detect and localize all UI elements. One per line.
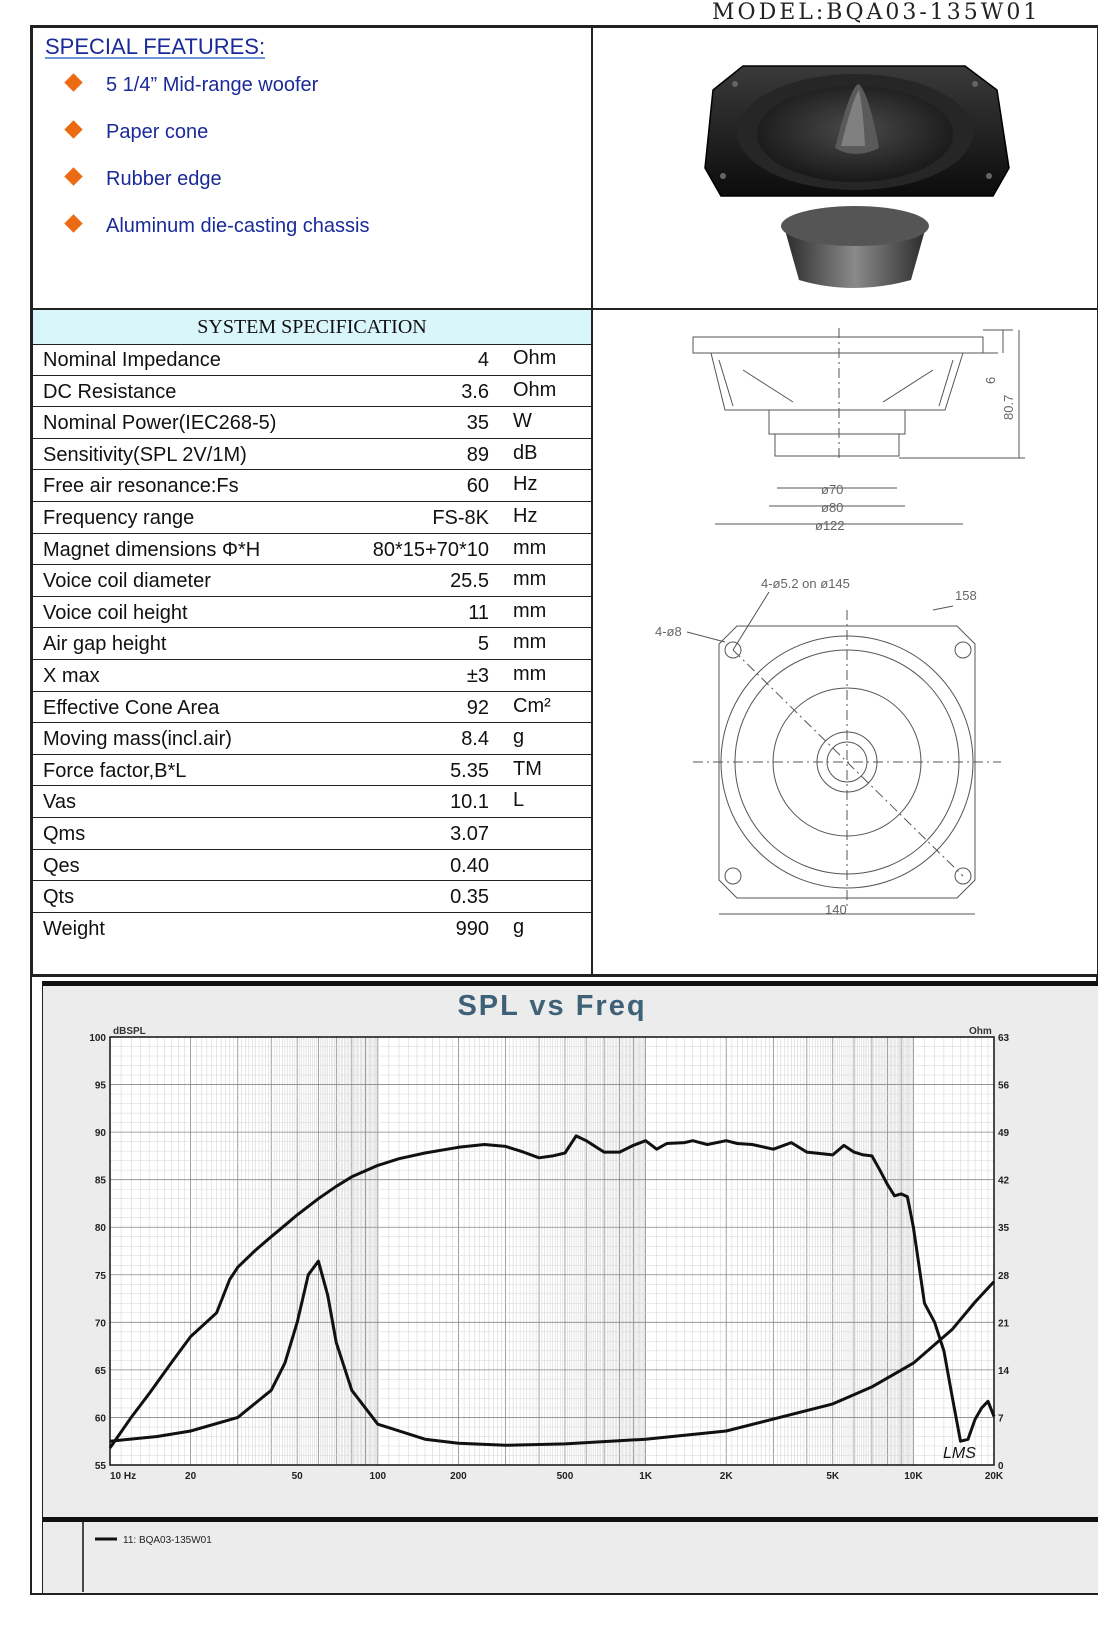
y-tick-label: 100	[89, 1033, 106, 1044]
y-tick-label: 60	[94, 1413, 106, 1425]
spec-unit: W	[513, 410, 532, 433]
legend-entry: 11: BQA03-135W01	[123, 1535, 212, 1546]
x-tick-label: 10 Hz	[110, 1471, 137, 1482]
x-tick-label: 10K	[904, 1471, 923, 1482]
spec-unit: mm	[513, 536, 547, 559]
y2-tick-label: 63	[998, 1033, 1010, 1044]
dim-label: ø70	[821, 482, 844, 497]
spec-param: Weight	[43, 917, 105, 940]
spl-chart-frame	[30, 975, 1098, 1595]
spec-unit: g	[513, 726, 525, 749]
y2-tick-label: 49	[998, 1128, 1010, 1140]
spl-chart-panel	[42, 981, 1098, 1517]
spec-value: 89	[466, 443, 489, 466]
y2-tick-label: 0	[998, 1461, 1004, 1472]
y-tick-label: 55	[94, 1461, 106, 1472]
spec-value: 8.4	[461, 728, 489, 751]
diamond-bullet-icon	[64, 73, 82, 91]
diamond-bullet-icon	[64, 167, 82, 185]
spec-value: 60	[466, 475, 489, 498]
y2-tick-label: 56	[998, 1080, 1010, 1092]
spec-value: 3.07	[450, 823, 489, 845]
spec-value: 0.35	[450, 886, 489, 909]
diamond-bullet-icon	[64, 120, 82, 138]
x-tick-label: 5K	[826, 1471, 840, 1482]
spec-row	[33, 786, 591, 818]
y2-tick-label: 21	[998, 1318, 1010, 1330]
spec-row	[33, 881, 591, 913]
dimension-drawing-panel	[592, 309, 1098, 975]
y-axis-label: dBSPL	[113, 1026, 146, 1037]
x-tick-label: 1K	[639, 1471, 652, 1482]
x-tick-label: 50	[291, 1471, 303, 1482]
spec-unit: Ohm	[513, 378, 557, 401]
spec-unit: Cm²	[513, 694, 551, 717]
spec-unit: Hz	[513, 473, 538, 496]
spec-row	[33, 913, 591, 945]
spec-value: ±3	[466, 665, 489, 687]
feature-item: Rubber edge	[67, 168, 222, 191]
spec-row	[33, 470, 591, 502]
dim-label: 6	[983, 376, 998, 384]
spec-row	[33, 534, 591, 566]
x-tick-label: 100	[369, 1471, 387, 1482]
y-tick-label: 75	[94, 1270, 106, 1282]
feature-item: Paper cone	[67, 121, 208, 144]
spec-row	[33, 344, 591, 376]
spec-row	[33, 723, 591, 755]
dim-label: 4-ø8	[655, 624, 682, 639]
spec-param: Vas	[43, 791, 76, 814]
spec-unit: mm	[513, 568, 547, 591]
spec-row	[33, 660, 591, 692]
dim-label: 4-ø5.2 on ø145	[761, 576, 850, 591]
spec-unit: mm	[513, 599, 547, 622]
spec-row	[33, 755, 591, 787]
spec-value: FS-8K	[432, 507, 489, 529]
y-tick-label: 70	[94, 1318, 106, 1330]
spec-param: Free air resonance:Fs	[43, 475, 239, 498]
spec-row	[33, 692, 591, 724]
spec-param: Moving mass(incl.air)	[43, 728, 232, 751]
spl-chart	[43, 986, 1097, 1517]
spec-unit: dB	[513, 441, 538, 464]
spec-param: Magnet dimensions Φ*H	[43, 538, 261, 561]
x-tick-label: 500	[556, 1471, 574, 1482]
spec-row	[33, 502, 591, 534]
speaker-photo	[593, 28, 1099, 310]
spec-value: 92	[466, 696, 489, 719]
feature-item: Aluminum die-casting chassis	[67, 215, 369, 238]
datasheet-frame	[30, 25, 1098, 975]
spec-unit: g	[513, 915, 525, 938]
y-tick-label: 80	[94, 1223, 106, 1235]
y2-tick-label: 42	[998, 1175, 1010, 1187]
spec-param: X max	[43, 665, 100, 687]
spec-row	[33, 439, 591, 471]
spec-row	[33, 850, 591, 882]
spec-unit: mm	[513, 663, 547, 685]
spec-value: 35	[466, 412, 489, 435]
spec-value: 990	[455, 917, 489, 940]
lms-logo: LMS	[943, 1445, 976, 1462]
x-tick-label: 20K	[984, 1471, 1004, 1482]
spec-row	[33, 407, 591, 439]
y2-axis-label: Ohm	[969, 1026, 992, 1037]
features-title: SPECIAL FEATURES:	[45, 34, 266, 59]
dimension-drawing	[593, 310, 1099, 976]
spec-row	[33, 628, 591, 660]
spec-param: Voice coil diameter	[43, 570, 211, 593]
spec-param: Effective Cone Area	[43, 696, 220, 719]
spec-value: 11	[468, 601, 489, 624]
y-tick-label: 90	[94, 1128, 106, 1140]
spec-row	[33, 597, 591, 629]
product-photo-panel	[592, 27, 1098, 309]
spec-value: 80*15+70*10	[372, 538, 489, 561]
spec-value: 25.5	[450, 570, 489, 593]
y2-tick-label: 7	[998, 1413, 1004, 1425]
dim-label: ø122	[815, 518, 845, 533]
spec-row	[33, 565, 591, 597]
x-tick-label: 200	[450, 1471, 467, 1482]
spec-param: DC Resistance	[43, 380, 177, 403]
chart-title: SPL vs Freq	[457, 990, 647, 1022]
spec-row	[33, 818, 591, 850]
spec-row	[33, 376, 591, 408]
spec-param: Nominal Power(IEC268-5)	[43, 412, 277, 435]
spec-param: Frequency range	[43, 507, 195, 529]
diamond-bullet-icon	[64, 214, 82, 232]
spec-unit: TM	[513, 757, 542, 780]
y-tick-label: 95	[94, 1080, 106, 1092]
spec-value: 0.40	[450, 854, 489, 877]
feature-item: 5 1/4” Mid-range woofer	[67, 74, 318, 97]
spec-table	[32, 309, 592, 975]
model-number: MODEL:BQA03-135W01	[712, 0, 1041, 25]
y-tick-label: 65	[94, 1365, 106, 1377]
spec-param: Qes	[43, 854, 80, 877]
y2-tick-label: 14	[998, 1365, 1010, 1377]
spec-value: 10.1	[450, 791, 489, 814]
spec-param: Voice coil height	[43, 601, 188, 624]
spec-unit: Hz	[513, 505, 538, 527]
dim-label: 158	[955, 588, 977, 603]
spec-table-title: SYSTEM SPECIFICATION	[33, 310, 591, 345]
spec-unit: Ohm	[513, 347, 557, 369]
y-tick-label: 85	[94, 1175, 106, 1187]
spec-unit: mm	[513, 631, 547, 654]
dim-label: 140	[825, 902, 847, 917]
dim-label: 80.7	[1001, 394, 1016, 420]
spec-param: Sensitivity(SPL 2V/1M)	[43, 443, 247, 466]
spec-value: 5	[477, 633, 489, 656]
spec-param: Nominal Impedance	[43, 349, 221, 371]
features-panel	[32, 27, 592, 309]
spec-param: Force factor,B*L	[43, 759, 187, 782]
y2-tick-label: 35	[998, 1223, 1010, 1235]
spec-param: Qts	[43, 886, 75, 909]
spec-param: Qms	[43, 823, 86, 845]
x-tick-label: 2K	[719, 1471, 733, 1482]
spec-value: 5.35	[450, 759, 489, 782]
y2-tick-label: 28	[998, 1270, 1010, 1282]
chart-legend	[42, 1517, 1098, 1593]
spec-value: 4	[477, 349, 489, 371]
x-tick-label: 20	[185, 1471, 197, 1482]
spec-param: Air gap height	[43, 633, 167, 656]
dim-label: ø80	[821, 500, 844, 515]
spec-unit: L	[513, 789, 525, 812]
spec-value: 3.6	[461, 380, 489, 403]
